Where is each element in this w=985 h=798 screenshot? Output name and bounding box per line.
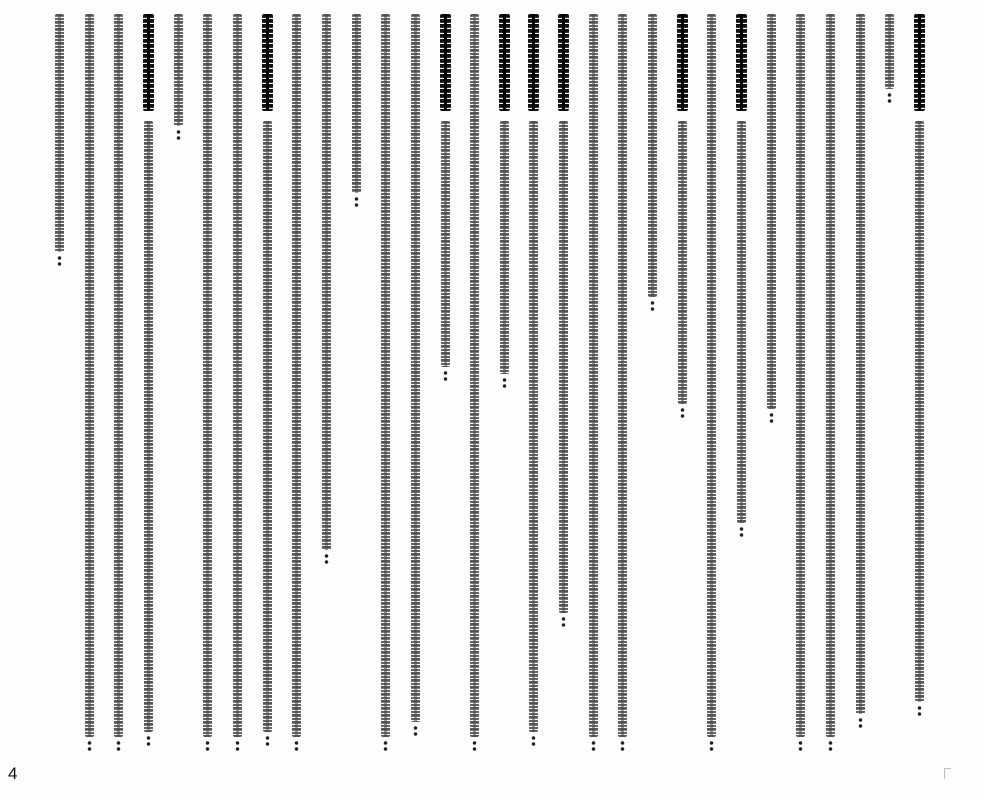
text-run xyxy=(85,14,94,737)
punctuation-mark xyxy=(382,740,389,752)
heading-word xyxy=(143,14,154,111)
text-run xyxy=(114,14,123,737)
heading-word xyxy=(736,14,747,111)
punctuation-mark xyxy=(145,735,152,747)
punctuation-mark xyxy=(204,740,211,752)
text-column xyxy=(470,14,479,759)
text-run xyxy=(381,14,390,737)
punctuation-mark xyxy=(115,740,122,752)
text-column xyxy=(559,14,568,759)
text-run xyxy=(737,121,746,523)
punctuation-mark xyxy=(412,725,419,737)
punctuation-mark xyxy=(738,526,745,538)
text-run xyxy=(796,14,805,737)
text-column xyxy=(796,14,805,759)
punctuation-mark xyxy=(353,196,360,208)
text-column xyxy=(915,14,924,759)
text-column xyxy=(55,14,64,759)
text-column xyxy=(381,14,390,759)
text-column xyxy=(441,14,450,759)
punctuation-mark xyxy=(323,553,330,565)
text-run xyxy=(411,14,420,722)
punctuation-mark xyxy=(560,616,567,628)
crop-mark xyxy=(944,768,951,779)
punctuation-mark xyxy=(649,300,656,312)
text-run xyxy=(441,121,450,367)
text-column xyxy=(648,14,657,759)
punctuation-mark xyxy=(56,255,63,267)
heading-word xyxy=(558,14,569,111)
punctuation-mark xyxy=(619,740,626,752)
punctuation-mark xyxy=(916,705,923,717)
text-column xyxy=(618,14,627,759)
text-column xyxy=(263,14,272,759)
text-run xyxy=(589,14,598,737)
text-column xyxy=(885,14,894,759)
vertical-text-body xyxy=(55,14,925,759)
text-column xyxy=(411,14,420,759)
text-run xyxy=(678,121,687,404)
heading-word xyxy=(914,14,925,111)
heading-word xyxy=(440,14,451,111)
punctuation-mark xyxy=(264,735,271,747)
text-run xyxy=(529,121,538,732)
text-run xyxy=(826,14,835,737)
text-column xyxy=(500,14,509,759)
text-run xyxy=(707,14,716,737)
text-column xyxy=(85,14,94,759)
text-column xyxy=(767,14,776,759)
punctuation-mark xyxy=(234,740,241,752)
text-column xyxy=(737,14,746,759)
text-run xyxy=(263,121,272,732)
text-column xyxy=(707,14,716,759)
text-column xyxy=(203,14,212,759)
text-column xyxy=(114,14,123,759)
text-run xyxy=(233,14,242,737)
text-run xyxy=(322,14,331,550)
text-run xyxy=(767,14,776,409)
text-run xyxy=(55,14,64,252)
punctuation-mark xyxy=(708,740,715,752)
text-run xyxy=(500,121,509,374)
punctuation-mark xyxy=(442,370,449,382)
punctuation-mark xyxy=(768,412,775,424)
punctuation-mark xyxy=(530,735,537,747)
text-column xyxy=(174,14,183,759)
text-run xyxy=(352,14,361,193)
text-column xyxy=(233,14,242,759)
heading-word xyxy=(677,14,688,111)
punctuation-mark xyxy=(501,377,508,389)
punctuation-mark xyxy=(175,129,182,141)
text-column xyxy=(826,14,835,759)
text-column xyxy=(678,14,687,759)
text-run xyxy=(915,121,924,702)
text-column xyxy=(589,14,598,759)
text-run xyxy=(618,14,627,737)
text-column xyxy=(856,14,865,759)
text-column xyxy=(529,14,538,759)
punctuation-mark xyxy=(471,740,478,752)
page-number: 4 xyxy=(8,764,18,783)
heading-word xyxy=(528,14,539,111)
punctuation-mark xyxy=(293,740,300,752)
punctuation-mark xyxy=(886,92,893,104)
text-run xyxy=(559,121,568,613)
punctuation-mark xyxy=(86,740,93,752)
text-run xyxy=(885,14,894,89)
heading-word xyxy=(499,14,510,111)
text-run xyxy=(292,14,301,737)
text-run xyxy=(144,121,153,732)
punctuation-mark xyxy=(827,740,834,752)
text-run xyxy=(203,14,212,737)
text-column xyxy=(144,14,153,759)
punctuation-mark xyxy=(679,407,686,419)
punctuation-mark xyxy=(797,740,804,752)
text-column xyxy=(322,14,331,759)
punctuation-mark xyxy=(590,740,597,752)
text-column xyxy=(352,14,361,759)
text-run xyxy=(174,14,183,126)
text-column xyxy=(292,14,301,759)
text-run xyxy=(470,14,479,737)
punctuation-mark xyxy=(857,717,864,729)
heading-word xyxy=(262,14,273,111)
text-run xyxy=(856,14,865,714)
text-run xyxy=(648,14,657,297)
